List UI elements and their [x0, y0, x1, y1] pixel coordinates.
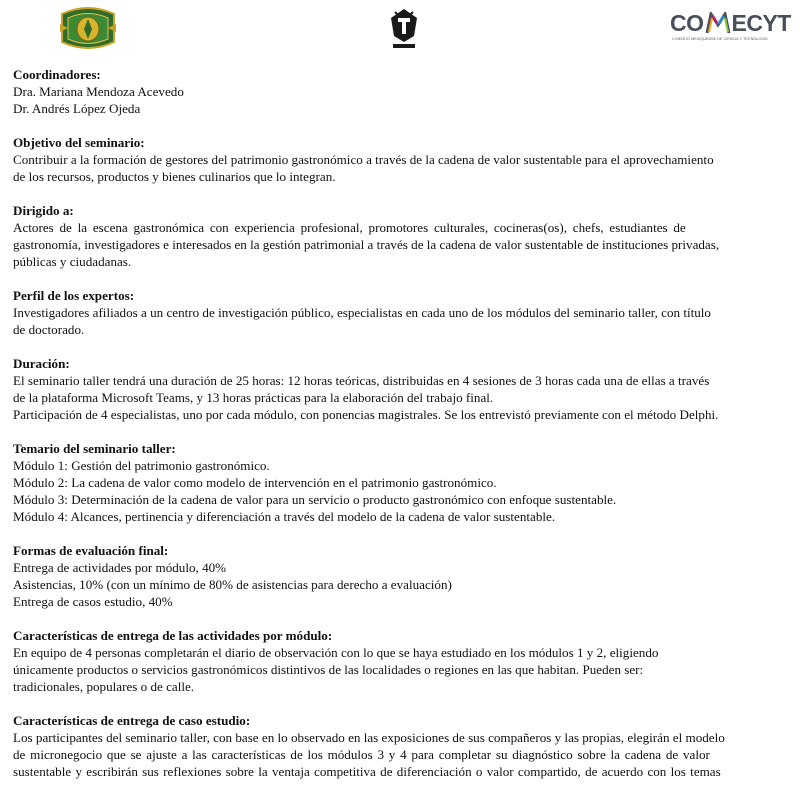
body-line: En equipo de 4 personas completarán el diario de observación con lo que se haya estudiado en los módulos 1 y 2, eligiendo [13, 645, 659, 660]
section-heading: Coordinadores: [13, 67, 101, 82]
section-evaluacion [13, 542, 793, 610]
comecyt-m-icon [705, 12, 731, 34]
university-seal-icon [58, 4, 118, 54]
comecyt-wordmark: CO ECYT [670, 10, 791, 36]
body-line: de micronegocio que se ajuste a las características de los módulos 3 y 4 para completar su diagnóstico sobre la cadena de valor [13, 747, 710, 762]
module-item: Módulo 1: Gestión del patrimonio gastronómico. [13, 458, 270, 473]
section-heading: Características de entrega de las actividades por módulo: [13, 628, 333, 643]
body-line: de los recursos, productos y bienes culinarios que lo integran. [13, 169, 336, 184]
section-heading: Objetivo del seminario: [13, 135, 145, 150]
page-header [0, 0, 800, 62]
body-line: de la plataforma Microsoft Teams, y 13 horas prácticas para la elaboración del trabajo final. [13, 390, 494, 405]
body-line: Actores de la escena gastronómica con experiencia profesional, promotores culturales, cocineras(os), chefs, estudiantes de [13, 220, 686, 235]
section-heading: Dirigido a: [13, 203, 74, 218]
evaluation-item: Asistencias, 10% (con un mínimo de 80% de asistencias para derecho a evaluación) [13, 577, 452, 592]
module-item: Módulo 4: Alcances, pertinencia y diferenciación a través del modelo de la cadena de valor sustentable. [13, 509, 556, 524]
section-dirigido [13, 202, 793, 270]
module-item: Módulo 3: Determinación de la cadena de valor para un servicio o producto gastronómico con enfoque sustentable. [13, 492, 617, 507]
body-line: de doctorado. [13, 322, 85, 337]
evaluation-item: Entrega de actividades por módulo, 40% [13, 560, 227, 575]
section-perfil [13, 287, 793, 338]
comecyt-subtitle: CONSEJO MEXIQUENSE DE CIENCIA Y TECNOLOGÍA [672, 37, 768, 41]
body-line: públicas y ciudadanas. [13, 254, 132, 269]
body-line: tradicionales, populares o de calle. [13, 679, 195, 694]
section-coordinadores [13, 66, 793, 117]
section-heading: Perfil de los expertos: [13, 288, 135, 303]
section-heading: Temario del seminario taller: [13, 441, 176, 456]
document-body [13, 66, 793, 797]
coordinator-name: Dra. Mariana Mendoza Acevedo [13, 84, 184, 99]
section-heading: Duración: [13, 356, 70, 371]
section-temario [13, 440, 793, 525]
body-line: Participación de 4 especialistas, uno por cada módulo, con ponencias magistrales. Se los entrevistó previamente con el método Delphi. [13, 407, 719, 422]
body-line: Contribuir a la formación de gestores del patrimonio gastronómico a través de la cadena de valor sustentable para el aprovechamiento [13, 152, 714, 167]
body-line: El seminario taller tendrá una duración de 25 horas: 12 horas teóricas, distribuidas en 4 sesiones de 3 horas cada una de ellas a través [13, 373, 710, 388]
institute-emblem-icon [386, 6, 422, 52]
body-line: gastronomía, investigadores e interesados en la gestión patrimonial a través de la cadena de valor sustentable de instituciones privadas, [13, 237, 720, 252]
section-heading: Formas de evaluación final: [13, 543, 169, 558]
section-objetivo [13, 134, 793, 185]
section-duracion [13, 355, 793, 423]
body-line: Los participantes del seminario taller, con base en lo observado en las exposiciones de sus compañeros y las propias, elegirán el modelo [13, 730, 725, 745]
module-item: Módulo 2: La cadena de valor como modelo de intervención en el patrimonio gastronómico. [13, 475, 497, 490]
body-line: sustentable y escribirán sus reflexiones sobre la ventaja competitiva de diferenciación o valor compartido, de acuerdo con los temas [13, 764, 721, 779]
section-actividades [13, 627, 793, 695]
body-line: Investigadores afiliados a un centro de investigación público, especialistas en cada uno de los módulos del seminario taller, con título [13, 305, 711, 320]
evaluation-item: Entrega de casos estudio, 40% [13, 594, 173, 609]
body-line: únicamente productos o servicios gastronómicos distintivos de las localidades o regiones en las que habitan. Pueden ser: [13, 662, 644, 677]
section-caso-estudio [13, 712, 793, 780]
section-heading: Características de entrega de caso estudio: [13, 713, 251, 728]
comecyt-logo-icon [662, 6, 792, 46]
coordinator-name: Dr. Andrés López Ojeda [13, 101, 141, 116]
